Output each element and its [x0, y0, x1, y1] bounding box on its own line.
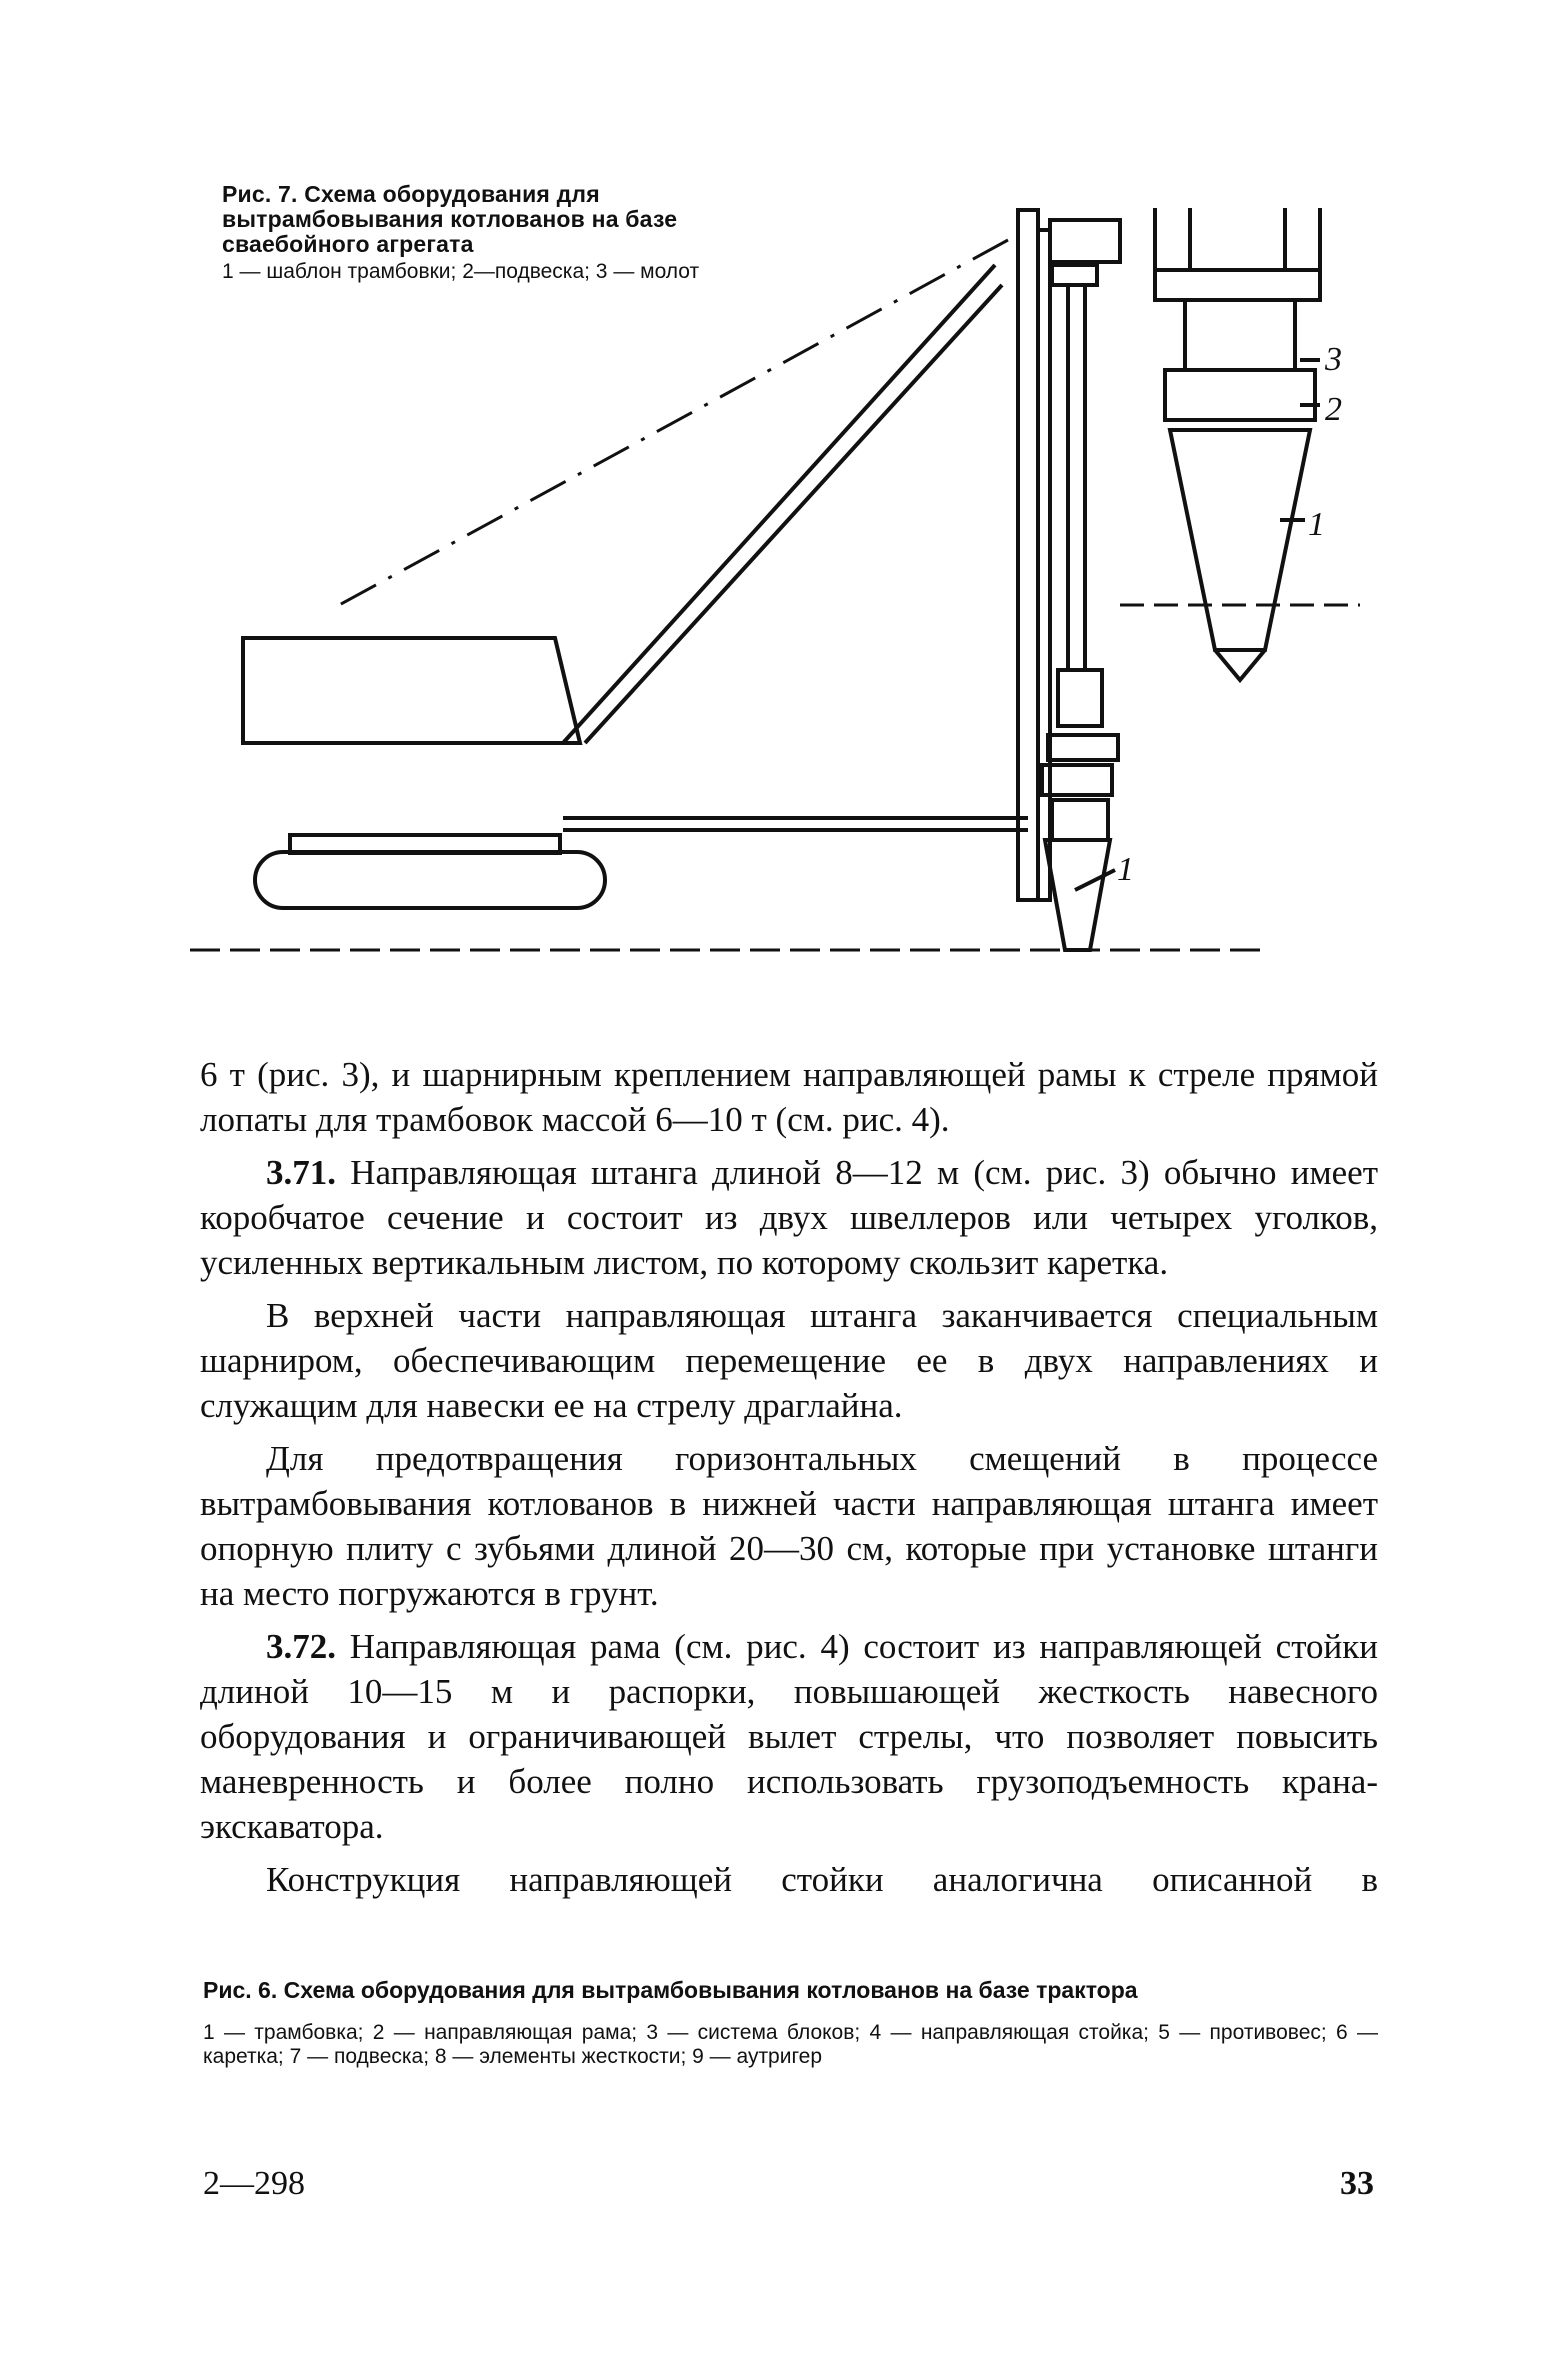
label-1-lower: 1	[1117, 851, 1134, 888]
label-2: 2	[1325, 391, 1342, 428]
tamper-template-inset	[1170, 430, 1310, 650]
paragraph-3-71	[200, 1150, 1378, 1285]
section-number-3-72: 3.72.	[266, 1627, 336, 1666]
guide-mast	[1018, 210, 1038, 900]
label-1: 1	[1308, 506, 1325, 543]
figure-7-legend: 1 — шаблон трамбовки; 2—подвеска; 3 — молот	[222, 260, 700, 283]
figure-7-title: Рис. 7. Схема оборудования для вытрамбовывания котлованов на базе сваебойного агрегата	[222, 181, 678, 257]
figure-6-caption	[203, 1978, 1378, 2069]
section-number-3-71: 3.71.	[266, 1153, 336, 1192]
figure-7-drawing	[180, 190, 1380, 990]
paragraph-3-72-text: Направляющая рама (см. рис. 4) состоит из направляющей стойки длиной 10—15 м и распорки, повышающей жесткость навесного оборудования и ограничивающей вылет стрелы, что позволяет повысить маневренность и более полно использовать грузоподъемность крана-экскаватора.	[200, 1627, 1378, 1846]
paragraph-3-72	[200, 1624, 1378, 1849]
page-number: 33	[1340, 2165, 1374, 2202]
paragraph-4: Для предотвращения горизонтальных смещений в процессе вытрамбовывания котлованов в нижней части направляющая штанга имеет опорную плиту с зубьями длиной 20—30 см, которые при установке штанги на место погружаются в грунт.	[200, 1439, 1378, 1613]
paragraph-1: 6 т (рис. 3), и шарнирным креплением направляющей рамы к стреле прямой лопаты для трамбовок массой 6—10 т (см. рис. 4).	[200, 1055, 1378, 1139]
paragraph-6: Конструкция направляющей стойки аналогична описанной в	[266, 1860, 1378, 1899]
figure-6-title: Рис. 6. Схема оборудования для вытрамбовывания котлованов на базе трактора	[203, 1977, 1138, 2003]
excavator-cab	[243, 638, 580, 743]
label-3: 3	[1325, 341, 1342, 378]
figure-6-legend: 1 — трамбовка; 2 — направляющая рама; 3 — система блоков; 4 — направляющая стойка; 5 — противовес; 6 — каретка; 7 — подвеска; 8 — элементы жесткости; 9 — аутригер	[203, 2021, 1378, 2068]
excavator-track	[255, 852, 605, 908]
paragraph-3: В верхней части направляющая штанга заканчивается специальным шарниром, обеспечивающим перемещение ее в двух направлениях и служащим для навески ее на стрелу драглайна.	[200, 1296, 1378, 1425]
paragraph-3-71-text: Направляющая штанга длиной 8—12 м (см. рис. 3) обычно имеет коробчатое сечение и состоит из двух швеллеров или четырех уголков, усиленных вертикальным листом, по которому скользит каретка.	[200, 1153, 1378, 1282]
body-text	[200, 1052, 1378, 1910]
excavator-boom	[563, 265, 995, 743]
footer-signature: 2—298	[203, 2165, 305, 2202]
tamper-template-lower	[1045, 840, 1110, 950]
